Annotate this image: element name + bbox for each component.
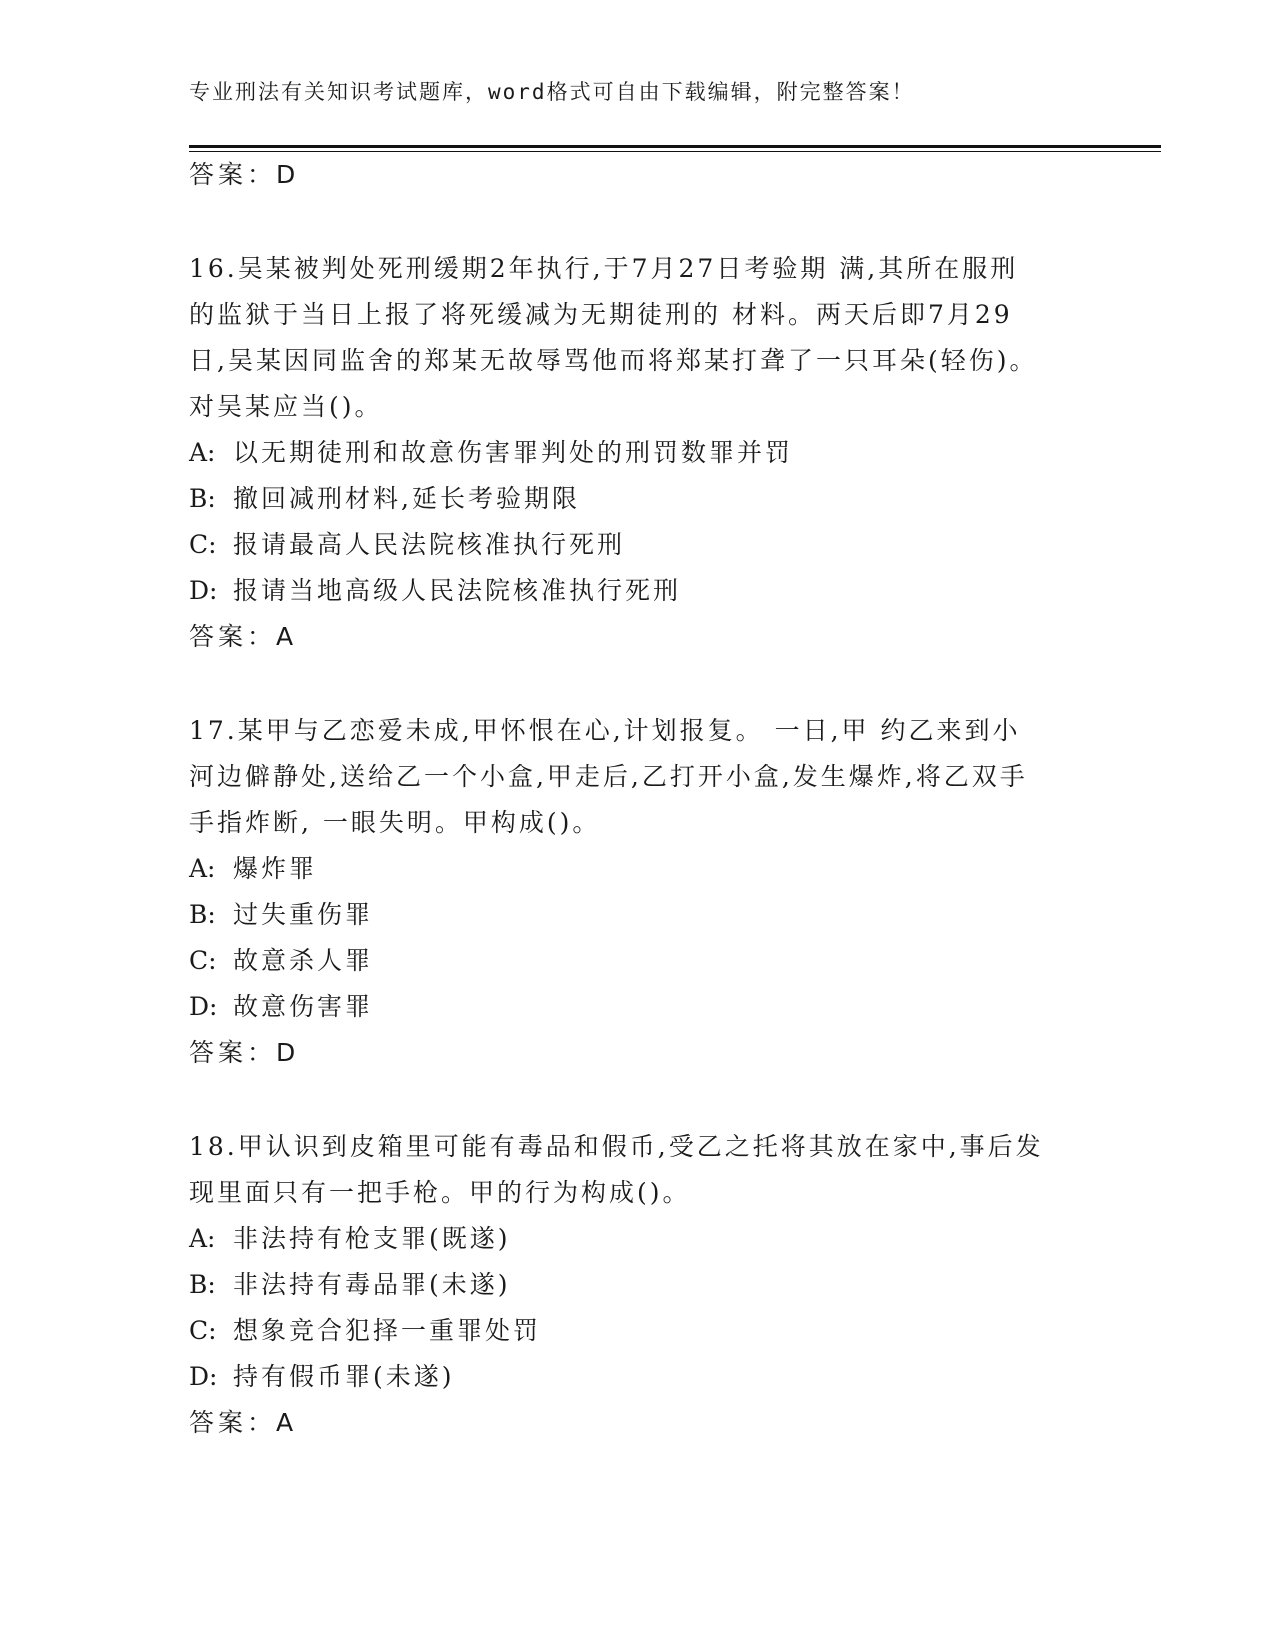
question-18 xyxy=(189,1124,1089,1446)
option-key: A: xyxy=(189,1224,216,1253)
option-key: A: xyxy=(189,438,216,467)
option-b xyxy=(189,476,1089,522)
option-key: D: xyxy=(189,992,218,1021)
option-key: B: xyxy=(189,900,216,929)
option-key: C: xyxy=(189,946,217,975)
option-a xyxy=(189,846,1089,892)
option-text: 非法持有枪支罪(既遂) xyxy=(233,1224,511,1253)
option-d xyxy=(189,1354,1089,1400)
option-key: D: xyxy=(189,1362,218,1391)
option-key: D: xyxy=(189,576,218,605)
answer-line xyxy=(189,614,1089,660)
answer-value: A xyxy=(276,622,294,651)
option-a xyxy=(189,1216,1089,1262)
option-c xyxy=(189,522,1089,568)
option-key: C: xyxy=(189,530,217,559)
answer-value: A xyxy=(276,1408,294,1437)
question-stem: 16.吴某被判处死刑缓期2年执行,于7月27日考验期 满,其所在服刑 的监狱于当日上报了将死缓减为无期徒刑的 材料。两天后即7月29 日,吴某因同监舍的郑某无故辱骂他而将郑某打聋了一只耳朵(轻伤)。 对吴某应当()。 xyxy=(189,254,1038,421)
option-text: 以无期徒刑和故意伤害罪判处的刑罚数罪并罚 xyxy=(233,438,794,467)
option-a xyxy=(189,430,1089,476)
question-list xyxy=(189,152,1089,1446)
option-c xyxy=(189,938,1089,984)
option-b xyxy=(189,1262,1089,1308)
answer-label: 答案： xyxy=(189,1408,277,1437)
option-d xyxy=(189,984,1089,1030)
spacer xyxy=(189,198,1089,246)
answer-label: 答案： xyxy=(189,622,277,651)
option-key: C: xyxy=(189,1316,217,1345)
option-text: 持有假币罪(未遂) xyxy=(233,1362,455,1391)
question-16 xyxy=(189,246,1089,660)
option-text: 过失重伤罪 xyxy=(233,900,374,929)
option-key: B: xyxy=(189,484,216,513)
answer-label: 答案： xyxy=(189,1038,277,1067)
spacer xyxy=(189,1076,1089,1124)
page-header: 专业刑法有关知识考试题库，word格式可自由下载编辑，附完整答案！ xyxy=(189,80,915,104)
answer-line xyxy=(189,152,1089,198)
answer-line xyxy=(189,1030,1089,1076)
option-text: 想象竞合犯择一重罪处罚 xyxy=(233,1316,542,1345)
option-key: B: xyxy=(189,1270,216,1299)
question-stem: 18.甲认识到皮箱里可能有毒品和假币,受乙之托将其放在家中,事后发 现里面只有一把手枪。甲的行为构成()。 xyxy=(189,1132,1044,1207)
spacer xyxy=(189,660,1089,708)
option-text: 爆炸罪 xyxy=(233,854,318,883)
answer-label: 答案： xyxy=(189,160,277,189)
option-text: 非法持有毒品罪(未遂) xyxy=(233,1270,511,1299)
option-text: 故意伤害罪 xyxy=(233,992,374,1021)
answer-value: D xyxy=(276,1038,296,1067)
answer-value: D xyxy=(276,160,296,189)
option-text: 报请最高人民法院核准执行死刑 xyxy=(233,530,626,559)
option-d xyxy=(189,568,1089,614)
option-b xyxy=(189,892,1089,938)
question-stem: 17.某甲与乙恋爱未成,甲怀恨在心,计划报复。 一日,甲 约乙来到小 河边僻静处,送给乙一个小盒,甲走后,乙打开小盒,发生爆炸,将乙双手 手指炸断, 一眼失明。甲构成()。 xyxy=(189,716,1028,837)
option-text: 报请当地高级人民法院核准执行死刑 xyxy=(233,576,682,605)
option-text: 故意杀人罪 xyxy=(233,946,374,975)
option-key: A: xyxy=(189,854,216,883)
question-17 xyxy=(189,708,1089,1076)
option-text: 撤回减刑材料,延长考验期限 xyxy=(233,484,580,513)
option-c xyxy=(189,1308,1089,1354)
answer-line xyxy=(189,1400,1089,1446)
header-divider xyxy=(189,145,1161,148)
